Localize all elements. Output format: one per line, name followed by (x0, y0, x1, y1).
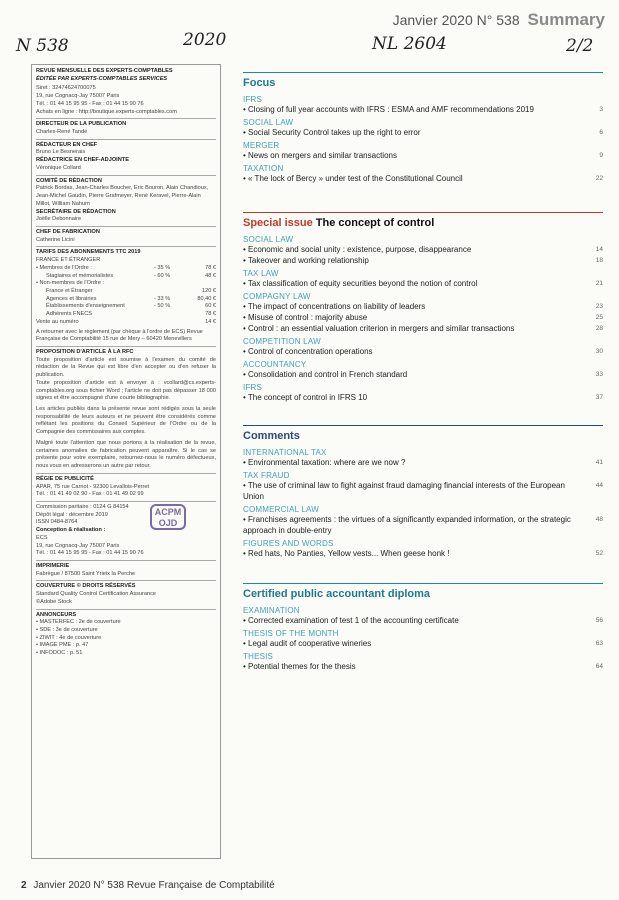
header-date: Janvier 2020 (392, 12, 473, 28)
rate-row: France et Étranger 120 € (46, 287, 216, 294)
page-header (393, 10, 605, 30)
toc-page-number: 6 (599, 129, 603, 136)
advertising-address: APAR, 75 rue Carnot - 92300 Levallois-Perret (36, 483, 150, 490)
defect-text: Malgré toute l'attention que nous portons à la réalisation de la revue, certaines anomalies de fabrication peuvent apparaître. Si le cas se présente pour votre exemplaire, retournez-nous le numéro défectueux, nous vous en adresserons un autre par retour. (36, 439, 216, 470)
printer-name: Fabrègue / 87500 Saint Yrieix la Perche (36, 570, 136, 577)
toc-entry[interactable] (243, 104, 603, 115)
section-category: TAX LAW (243, 269, 279, 278)
siret: Siret : 32474624700075 (36, 85, 96, 92)
toc-entry[interactable] (243, 323, 603, 334)
rate-row: • Membres de l'Ordre : - 35 % 78 € (36, 264, 216, 271)
toc-entry[interactable] (243, 150, 603, 161)
cover-credit: Standard Quality Control Certification Assurance (36, 591, 157, 598)
secretary-heading: SECRÉTAIRE DE RÉDACTION (36, 208, 116, 215)
advertiser-item: • IMAGE PME : p. 47 (36, 642, 89, 649)
toc-page-number: 25 (595, 314, 603, 321)
design-phone: Tél. : 01 44 15 95 95 - Fax : 01 44 15 90 76 (36, 550, 144, 557)
production-heading: CHEF DE FABRICATION (36, 228, 100, 235)
toc-page-number: 30 (595, 348, 603, 355)
page-number: 2 (21, 880, 27, 891)
toc-entry[interactable] (243, 127, 603, 138)
toc-entry-title: • Tax classification of equity securities beyond the notion of control (243, 279, 478, 288)
design-company: ECS (36, 534, 48, 541)
committee-members: Patrick Bordas, Jean-Charles Boucher, Eric Bouron, Alain Chandioux, Jean-Michel Gaudin, Pierre Grafmeyer, René Keravel, Pierre-Alain Millot, William Nahum (36, 185, 209, 207)
toc-entry-title: • Franchises agreements : the virtues of a significantly expanded information, or the strategic approach in double-entry (243, 515, 571, 535)
cover-credit: ©Adobe Stock (36, 598, 72, 605)
toc-entry-title: • Environmental taxation: where are we now ? (243, 458, 406, 467)
toc-entry[interactable] (243, 173, 603, 184)
toc-page-number: 3 (599, 106, 603, 113)
toc-page-number: 23 (595, 303, 603, 310)
toc-entry[interactable] (243, 301, 603, 312)
toc-page-number: 56 (595, 617, 603, 624)
toc-entry[interactable] (243, 615, 603, 626)
handwritten-issue-number: N 538 (16, 36, 69, 56)
footer-date: Janvier 2020 (33, 880, 91, 891)
toc-entry-title: • Corrected examination of test 1 of the accounting certificate (243, 616, 459, 625)
acpm-ojd-logo: ACPM OJD (150, 504, 186, 530)
address: 19, rue Cognacq-Jay 75007 Paris (36, 93, 120, 100)
toc-page-number: 18 (595, 257, 603, 264)
header-issue: N° 538 (476, 12, 520, 28)
toc-entry[interactable] (243, 638, 603, 649)
section-category: SOCIAL LAW (243, 118, 294, 127)
toc-entry-title: • Control : an essential valuation criterion in mergers and similar transactions (243, 324, 515, 333)
section-category: ACCOUNTANCY (243, 360, 307, 369)
rates-subheading: FRANCE ET ÉTRANGER (36, 257, 101, 264)
diploma-section (243, 583, 603, 672)
deputy-editor-name: Véronique Collard (36, 164, 81, 171)
toc-page-number: 48 (595, 516, 603, 523)
toc-entry[interactable] (243, 548, 603, 559)
phone: Tél. : 01 44 15 95 95 - Fax : 01 44 15 90 76 (36, 100, 144, 107)
toc-entry[interactable] (243, 514, 603, 536)
secretary-name: Joëlle Debonnaire (36, 216, 82, 223)
submission-heading: PROPOSITION D'ARTICLE À LA RFC (36, 349, 134, 355)
toc-entry[interactable] (243, 346, 603, 357)
toc-entry[interactable] (243, 278, 603, 289)
section-category: COMPETITION LAW (243, 337, 321, 346)
advertising-phone: Tél. : 01 41 49 02 90 - Fax : 01 41 49 02 99 (36, 491, 144, 498)
toc-entry-title: • News on mergers and similar transactions (243, 151, 397, 160)
advertiser-item: • SDE : 3e de couverture (36, 627, 98, 633)
toc-entry[interactable] (243, 457, 603, 468)
toc-page-number: 41 (595, 459, 603, 466)
toc-entry-title: • Economic and social unity : existence, purpose, disappearance (243, 245, 472, 254)
toc-entry-title: • Misuse of control : majority abuse (243, 313, 368, 322)
toc-entry-title: • « The lock of Bercy » under test of the Constitutional Council (243, 174, 463, 183)
editor-name: Bruno Le Besnerais (36, 149, 86, 156)
toc-page-number: 37 (595, 394, 603, 401)
advertiser-item: • MASTERFEC : 2e de couverture (36, 619, 121, 626)
advertiser-item: • ZIWIT : 4e de couverture (36, 634, 102, 641)
masthead-column (31, 64, 221, 859)
footer-journal: Revue Française de Comptabilité (126, 880, 275, 891)
toc-page-number: 63 (595, 640, 603, 647)
toc-entry-title: • The impact of concentrations on liability of leaders (243, 302, 426, 311)
toc-entry[interactable] (243, 480, 603, 502)
diploma-title: Certified public accountant diploma (243, 588, 431, 600)
toc-page-number: 14 (595, 246, 603, 253)
section-category: IFRS (243, 95, 263, 104)
page-title: Summary (527, 10, 605, 29)
special-issue-section (243, 212, 603, 403)
masthead-publisher: ÉDITÉE PAR EXPERTS-COMPTABLES SERVICES (36, 75, 168, 82)
rate-row: Adhérents FNECS 78 € (46, 311, 216, 318)
comments-section (243, 425, 603, 559)
section-category: TAXATION (243, 164, 284, 173)
comments-title: Comments (243, 430, 300, 442)
rate-row: Stagiaires et mémorialistes - 60 % 48 € (46, 272, 216, 279)
toc-page-number: 28 (595, 325, 603, 332)
design-address: 19, rue Cognacq-Jay 75007 Paris (36, 542, 120, 549)
toc-entry-title: • Closing of full year accounts with IFRS : ESMA and AMF recommendations 2019 (243, 105, 534, 114)
toc-entry-title: • Takeover and working relationship (243, 256, 369, 265)
toc-entry-title: • Potential themes for the thesis (243, 662, 356, 671)
toc-entry-title: • Control of concentration operations (243, 347, 373, 356)
section-category: SOCIAL LAW (243, 235, 294, 244)
editor-heading: RÉDACTEUR EN CHEF (36, 141, 98, 148)
rates-heading: TARIFS DES ABONNEMENTS TTC 2019 (36, 249, 141, 256)
toc-entry-title: • The concept of control in IFRS 10 (243, 393, 368, 402)
section-category: THESIS (243, 652, 274, 661)
toc-page-number: 22 (595, 175, 603, 182)
rate-row: • Non-membres de l'Ordre : (36, 280, 104, 287)
special-issue-title: Special issue The concept of control (243, 217, 435, 229)
section-category: INTERNATIONAL TAX (243, 448, 327, 457)
section-category: TAX FRAUD (243, 471, 290, 480)
deputy-editor-heading: RÉDACTRICE EN CHEF-ADJOINTE (36, 157, 129, 164)
toc-entry[interactable] (243, 312, 603, 323)
commission-number: Commission paritaire : 0124 G 84154 (36, 503, 129, 510)
toc-entry[interactable] (243, 255, 603, 266)
toc-entry-title: • Social Security Control takes up the right to error (243, 128, 421, 137)
toc-entry[interactable] (243, 244, 603, 255)
advertising-heading: RÉGIE DE PUBLICITÉ (36, 475, 94, 482)
issn: ISSN 0484-8764 (36, 519, 78, 526)
disclaimer-text: Les articles publiés dans la présente revue sont rédigés sous la seule responsabilité de leurs auteurs et ne peuvent être considérés comme reflétant les positions du Conseil Supérieur de l'Ordre ou de la Compagnie des commissaires aux comptes. (36, 406, 216, 436)
toc-page-number: 21 (595, 280, 603, 287)
focus-title: Focus (243, 77, 276, 89)
section-category: FIGURES AND WORDS (243, 539, 334, 548)
toc-page-number: 9 (599, 152, 603, 159)
section-category: EXAMINATION (243, 606, 300, 615)
rate-row: Établissements d'enseignement - 50 % 60 € (46, 303, 216, 310)
masthead-heading: REVUE MENSUELLE DES EXPERTS-COMPTABLES (36, 68, 173, 74)
handwritten-year: 2020 (183, 30, 227, 50)
page-footer (21, 880, 275, 891)
toc-entry-title: • The use of criminal law to fight against fraud damaging financial interests of the European Union (243, 481, 565, 501)
legal-deposit: Dépôt légal : décembre 2019 (36, 511, 108, 518)
printer-heading: IMPRIMERIE (36, 562, 70, 569)
section-category: IFRS (243, 383, 263, 392)
toc-entry[interactable] (243, 369, 603, 380)
toc-entry-title: • Legal audit of cooperative wineries (243, 639, 372, 648)
return-address: A retourner avec le règlement (par chèque à l'ordre de ECS) Revue Française de Comptabilité 15 rue de Mery – 60420 Menevillers (36, 328, 203, 343)
handwritten-page-fraction: 2/2 (566, 36, 594, 56)
rate-row: Agences et librairies - 33 % 80,40 € (46, 295, 216, 302)
footer-issue: N° 538 (93, 880, 125, 891)
contents-column (243, 72, 603, 686)
handwritten-reference: NL 2604 (372, 34, 447, 54)
section-category: THESIS OF THE MONTH (243, 629, 339, 638)
toc-page-number: 64 (595, 663, 603, 670)
toc-entry[interactable] (243, 661, 603, 672)
toc-page-number: 44 (595, 482, 603, 489)
online-shop: Achats en ligne : http://boutique.experts-comptables.com (36, 108, 177, 115)
toc-page-number: 52 (595, 550, 603, 557)
section-category: COMMERCIAL LAW (243, 505, 319, 514)
toc-entry[interactable] (243, 392, 603, 403)
advertisers-heading: ANNONCEURS (36, 611, 77, 618)
submission-text: Toute proposition d'article est à envoyer à : vcollard@cs.experts-comptables.org sous fichier Word ; l'article ne doit pas dépasser 18 000 signes et être accompagné d'une courte bibliographie. (36, 379, 216, 402)
toc-entry-title: • Red hats, No Panties, Yellow vests... When geese honk ! (243, 549, 450, 558)
toc-page-number: 33 (595, 371, 603, 378)
advertiser-item: • INFODOC : p. 51 (36, 650, 83, 657)
section-category: MERGER (243, 141, 280, 150)
toc-entry-title: • Consolidation and control in French standard (243, 370, 408, 379)
submission-text: Toute proposition d'article est soumise à l'examen du comité de rédaction de la Revue qui est libre d'en accepter ou d'en refuser la publication. (36, 356, 216, 379)
focus-section (243, 72, 603, 184)
director-heading: DIRECTEUR DE LA PUBLICATION (36, 121, 127, 128)
cover-heading: COUVERTURE © DROITS RÉSERVÉS (36, 583, 136, 590)
production-name: Catherine Licini (36, 236, 75, 243)
committee-heading: COMITÉ DE RÉDACTION (36, 177, 102, 184)
director-name: Charles-René Tandé (36, 129, 88, 136)
section-category: COMPAGNY LAW (243, 292, 311, 301)
design-heading: Conception & réalisation : (36, 527, 106, 534)
rate-row: Vente au numéro 14 € (36, 318, 216, 325)
